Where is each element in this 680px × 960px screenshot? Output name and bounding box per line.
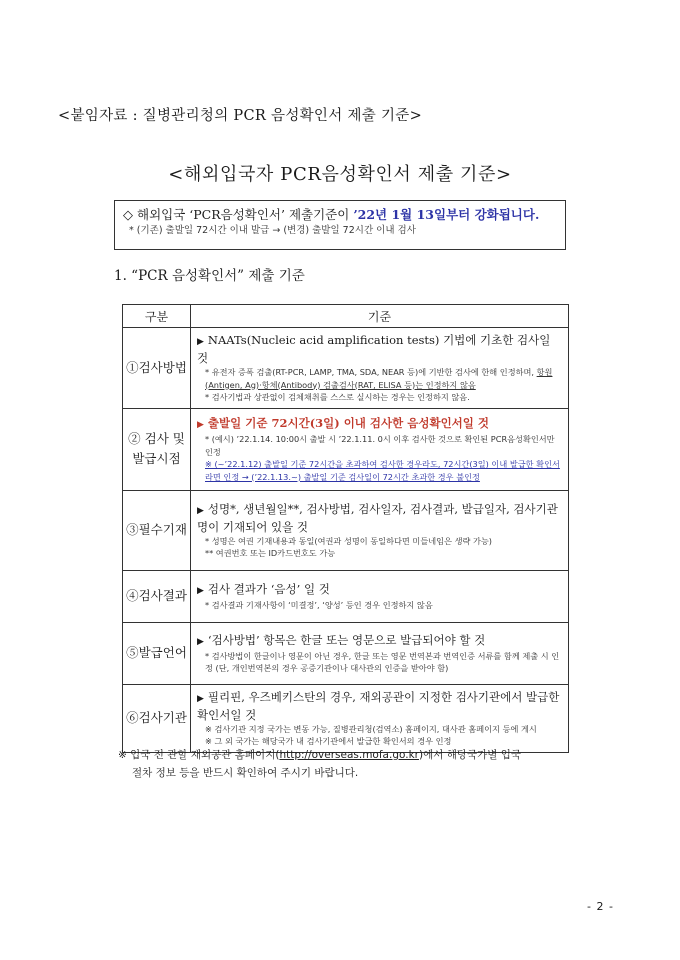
row-sub-text: * 검사기법과 상관없이 검체채취를 스스로 실시하는 경우는 인정하지 않음. (205, 392, 470, 402)
row-sub-text: ※ 검사기관 지정 국가는 변동 가능, 질병관리청(검역소) 홈페이지, 대사관 홈페이지 등에 게시 (205, 723, 537, 734)
row-description (191, 328, 569, 409)
table-row (123, 408, 569, 490)
notice-accent-text: ’22년 1월 13일부터 강화됩니다. (353, 207, 540, 222)
row-description (191, 622, 569, 684)
row-description (191, 570, 569, 622)
table-row (123, 684, 569, 752)
table-header-row (123, 305, 569, 328)
triangle-bullet-icon: ▶ (197, 585, 204, 596)
row-sub-text: ※ 그 외 국가는 해당국가 내 검사기관에서 발급한 확인서의 경우 인정 (205, 736, 452, 746)
row-main-label: 성명*, 생년월일**, 검사방법, 검사일자, 검사결과, 발급일자, 검사기관명이 기재되어 있을 것 (197, 501, 558, 534)
notice-line-2 (123, 224, 557, 238)
row-main-text (197, 415, 562, 433)
notice-box (114, 200, 566, 250)
notice-line-1 (123, 206, 557, 224)
row-category: ③필수기재 (123, 490, 191, 570)
notice-old-rule: * (기존) 출발일 72시간 이내 발급 (129, 225, 270, 236)
footnote-text: )에서 해당국가별 입국 (418, 749, 522, 761)
table-row (123, 622, 569, 684)
row-sub-text (197, 366, 562, 391)
row-sub-text: * (예시) ’22.1.14. 10:00시 출발 시 ’22.1.11. 0시 이후 검사한 것으로 확인된 PCR음성확인서만 인정 (205, 434, 555, 457)
page-number: - 2 - (587, 900, 614, 913)
row-main-text (197, 632, 562, 650)
row-category: ④검사결과 (123, 570, 191, 622)
row-description (191, 408, 569, 490)
table-row (123, 328, 569, 409)
triangle-bullet-icon: ▶ (197, 420, 204, 430)
attachment-title: <붙임자료 : 질병관리청의 PCR 음성확인서 제출 기준> (58, 108, 423, 124)
footnote-line-2: 절차 정보 등을 반드시 확인하여 주시기 바랍니다. (132, 767, 359, 779)
notice-text: 해외입국 ‘PCR음성확인서’ 제출기준이 (137, 207, 354, 222)
diamond-icon: ◇ (123, 208, 133, 223)
table-row (123, 490, 569, 570)
row-main-label: 필리핀, 우즈베키스탄의 경우, 재외공관이 지정한 검사기관에서 발급한 확인서일 것 (197, 689, 560, 722)
row-main-label: 검사 결과가 ‘음성’ 일 것 (207, 581, 330, 596)
row-sub-text-blue (197, 458, 562, 483)
row-sub-text: * 성명은 여권 기재내용과 동일(여권과 성명이 동일하다면 미들네임은 생략 가능) (205, 535, 492, 546)
row-main-label: 출발일 기준 72시간(3일) 이내 검사한 음성확인서일 것 (207, 416, 490, 430)
footnote-text: ※ 입국 전 관할 재외공관 홈페이지( (118, 749, 280, 761)
row-main-text (197, 501, 562, 535)
triangle-bullet-icon: ▶ (197, 693, 204, 704)
row-sub-underlined: ※ (~’22.1.12) 출발일 기준 72시간을 초과하여 검사한 경우라도, 72시간(3일) 이내 발급한 확인서라면 인정 → (’22.1.13.~) 출발일 기준 검사일이 72시간 초과한 경우 불인정 (205, 459, 560, 482)
triangle-bullet-icon: ▶ (197, 636, 204, 647)
row-main-text (197, 332, 562, 366)
row-sub-text: ** 여권번호 또는 ID카드번호도 가능 (205, 548, 336, 558)
row-category-line: 발급시점 (132, 451, 181, 466)
row-main-text (197, 581, 562, 599)
row-main-text (197, 689, 562, 723)
footnote-link[interactable]: http://overseas.mofa.go.kr (279, 749, 419, 761)
criteria-table (122, 304, 569, 753)
row-main-label: NAATs(Nucleic acid amplification tests) 기법에 기초한 검사일 것 (197, 333, 551, 365)
row-main-label: ‘검사방법’ 항목은 한글 또는 영문으로 발급되어야 할 것 (207, 632, 486, 647)
row-category: ⑥검사기관 (123, 684, 191, 752)
section-title: 1. “PCR 음성확인서” 제출 기준 (114, 268, 305, 284)
header-criteria: 기준 (191, 305, 569, 328)
row-description (191, 490, 569, 570)
row-sub-text: * 검사방법이 한글이나 영문이 아닌 경우, 한글 또는 영문 번역본과 번역인증 서류를 함께 제출 시 인정 (단, 개인번역본의 경우 공증기관이나 대사관의 인증을 받아야 함) (205, 650, 560, 673)
header-category: 구분 (123, 305, 191, 328)
triangle-bullet-icon: ▶ (197, 505, 204, 516)
notice-new-rule: (변경) 출발일 72시간 이내 검사 (283, 225, 416, 236)
table-row (123, 570, 569, 622)
arrow-right-icon: → (272, 225, 281, 236)
row-sub-text: * 검사결과 기재사항이 ‘미결정’, ‘양성’ 등인 경우 인정하지 않음 (205, 599, 433, 610)
main-title: <해외입국자 PCR음성확인서 제출 기준> (168, 164, 512, 185)
triangle-bullet-icon: ▶ (197, 337, 204, 347)
row-category: ①검사방법 (123, 328, 191, 409)
footnote-line-1 (118, 746, 570, 764)
row-category (123, 408, 191, 490)
footnote (118, 746, 570, 782)
row-sub-label: * 유전자 증폭 검출(RT-PCR, LAMP, TMA, SDA, NEAR 등)에 기반한 검사에 한해 인정하며, (205, 367, 537, 377)
row-sub-underlined: 항원(Antigen, Ag)·항체(Antibody) 검출검사(RAT, ELISA 등)는 인정하지 않음 (205, 367, 553, 390)
row-category: ⑤발급언어 (123, 622, 191, 684)
row-description (191, 684, 569, 752)
row-category-line: ② 검사 및 (128, 431, 185, 446)
